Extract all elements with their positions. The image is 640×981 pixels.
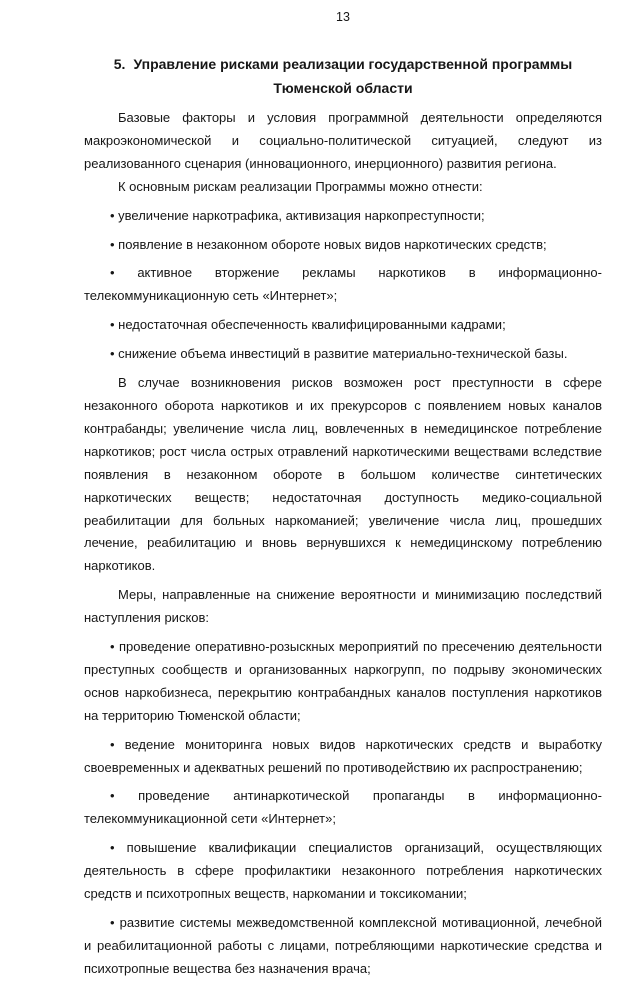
list-item-measure: • проведение антинаркотической пропаганды в информационно-телекоммуникационной сети «Интернет»; bbox=[84, 788, 602, 827]
list-item-measure: • проведение оперативно-розыскных мероприятий по пресечению деятельности преступных сообществ и организованных наркогрупп, по подрыву экономических основ наркобизнеса, перекрытию контрабандных каналов поступления наркотиков на территорию Тюменской области; bbox=[84, 639, 602, 723]
list-item-measure: • развитие системы межведомственной комплексной мотивационной, лечебной и реабилитационной работы с лицами, потребляющими наркотические средства и психотропные вещества без назначения врача; bbox=[84, 915, 602, 976]
section-heading bbox=[84, 52, 602, 100]
paragraph-consequences: В случае возникновения рисков возможен рост преступности в сфере незаконного оборота наркотиков и их прекурсоров с появлением новых каналов контрабанды; увеличение числа лиц, вовлеченных в немедицинское потребление наркотиков; рост числа острых отравлений наркотическими веществами вследствие появления в незаконном обороте в большом количестве синтетических наркотических веществ; недостаточная доступность медико-социальной реабилитации для больных наркоманией; увеличение числа лиц, прошедших лечение, реабилитацию и вновь вернувшихся к немедицинскому потреблению наркотиков. bbox=[84, 375, 602, 574]
section-number: 5. bbox=[113, 56, 126, 72]
list-item-risk: • увеличение наркотрафика, активизация наркопреступности; bbox=[110, 207, 485, 223]
paragraph-risks-lead: К основным рискам реализации Программы можно отнести: bbox=[118, 178, 483, 194]
list-item-risk: • недостаточная обеспеченность квалифицированными кадрами; bbox=[110, 317, 506, 333]
list-item-risk: • снижение объема инвестиций в развитие материально-технической базы. bbox=[110, 346, 568, 362]
page-number: 13 bbox=[336, 10, 350, 24]
list-item-risk: • активное вторжение рекламы наркотиков в информационно-телекоммуникационную сеть «Интернет»; bbox=[84, 265, 602, 304]
paragraph-measures-lead: Меры, направленные на снижение вероятности и минимизацию последствий наступления рисков: bbox=[84, 587, 602, 626]
list-item-measure: • ведение мониторинга новых видов наркотических средств и выработку своевременных и адекватных решений по противодействию их распространению; bbox=[84, 736, 602, 775]
section-title: Управление рисками реализации государственной программы Тюменской области bbox=[133, 56, 573, 96]
document-body bbox=[84, 107, 602, 981]
paragraph-intro: Базовые факторы и условия программной деятельности определяются макроэкономической и социально-политической ситуацией, следуют из реализованного сценария (инновационного, инерционного) развития региона. bbox=[84, 110, 602, 171]
list-item-measure: • повышение квалификации специалистов организаций, осуществляющих деятельность в сфере профилактики незаконного потребления наркотических средств и психотропных веществ, наркомании и токсикомании; bbox=[84, 840, 602, 902]
list-item-risk: • появление в незаконном обороте новых видов наркотических средств; bbox=[110, 236, 547, 252]
